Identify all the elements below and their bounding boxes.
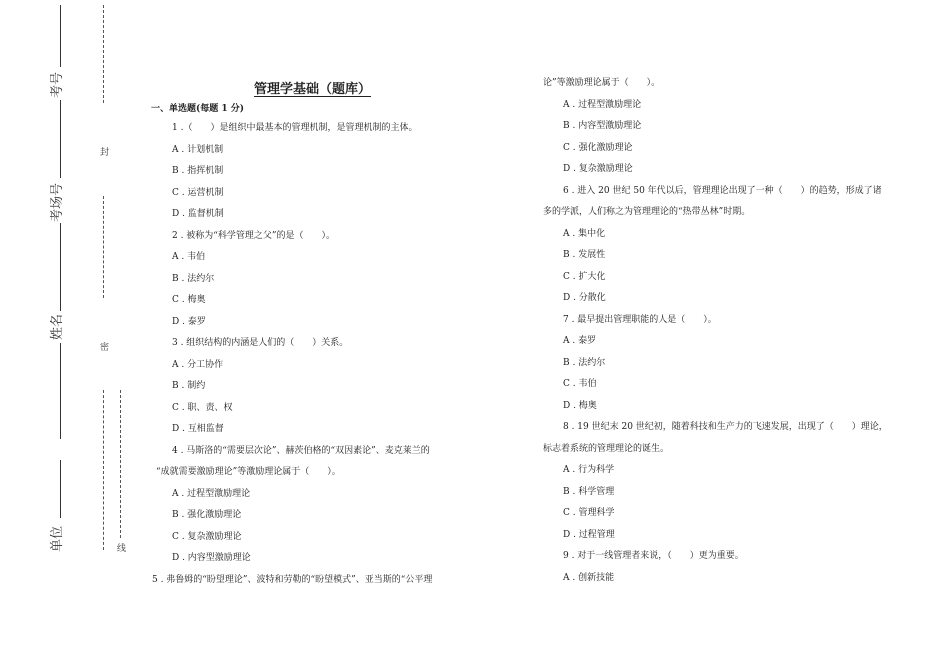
seal-char-feng: 封: [100, 148, 110, 158]
question-text: 3 . 组织结构的内涵是人们的（ ）关系。: [172, 338, 349, 348]
question-text: 7 . 最早提出管理职能的人是（ ）。: [563, 314, 717, 325]
exam-no-line: [60, 5, 61, 67]
unit-line-upper: [60, 343, 61, 439]
answer-option: D . 互相监督: [172, 424, 224, 434]
answer-option: B . 法约尔: [563, 357, 606, 368]
question-text: 2 . 被称为“科学管理之父”的是（ ）。: [172, 230, 336, 241]
question-text: 9 . 对于一线管理者来说，（ ）更为重要。: [563, 551, 744, 561]
answer-option: A . 分工协作: [172, 359, 224, 370]
section-heading: 一、单选题(每题 1 分): [151, 104, 245, 114]
seal-char-mi: 密: [100, 343, 110, 353]
question-text: 6 . 进入 20 世纪 50 年代以后，管理理论出现了一种（ ）的趋势，形成了诸: [563, 185, 882, 196]
right-question-column: [543, 73, 888, 589]
name-line: [60, 223, 61, 311]
answer-option: D . 复杂激励理论: [563, 164, 633, 174]
answer-option: C . 扩大化: [563, 271, 606, 282]
exam-room-label: 考场号: [50, 182, 65, 222]
exam-no-label: 考号: [50, 71, 65, 98]
answer-option: B . 发展性: [563, 250, 606, 260]
answer-option: A . 计划机制: [172, 144, 224, 155]
seal-dash-4: [120, 390, 121, 538]
answer-option: B . 科学管理: [563, 486, 615, 497]
question-text: 多的学派，人们称之为管理理论的“热带丛林”时期。: [543, 207, 751, 217]
answer-option: B . 强化激励理论: [172, 510, 242, 520]
seal-dash-3: [103, 390, 104, 550]
question-text: 标志着系统的管理理论的诞生。: [543, 443, 670, 454]
answer-option: B . 内容型激励理论: [563, 121, 642, 131]
answer-option: A . 行为科学: [563, 465, 615, 475]
document-title: 管理学基础（题库）: [254, 82, 372, 97]
question-text: “成就需要激励理论”等激励理论属于（ ）。: [156, 467, 341, 477]
answer-option: B . 法约尔: [172, 273, 215, 284]
answer-option: A . 泰罗: [563, 336, 597, 346]
seal-char-xian: 线: [117, 544, 127, 554]
unit-line-lower: [60, 460, 61, 518]
question-text: 5 . 弗鲁姆的“盼望理论”、波特和劳勒的“盼望模式”、亚当斯的“公平理: [152, 574, 433, 585]
unit-label: 单位: [50, 525, 65, 552]
answer-option: D . 监督机制: [172, 209, 224, 219]
question-text: 4 . 马斯洛的“需要层次论”、赫茨伯格的“双因素论”、麦克莱兰的: [172, 445, 430, 456]
answer-option: D . 梅奥: [563, 400, 597, 411]
answer-option: A . 创新技能: [563, 572, 615, 583]
name-label: 姓名: [50, 313, 65, 340]
answer-option: C . 韦伯: [563, 379, 597, 389]
answer-option: C . 管理科学: [563, 508, 615, 518]
answer-option: A . 过程型激励理论: [563, 99, 642, 110]
answer-option: C . 运营机制: [172, 187, 224, 198]
question-text: 8 . 19 世纪末 20 世纪初，随着科技和生产力的飞速发展，出现了（ ）理论，: [563, 422, 888, 432]
answer-option: A . 韦伯: [172, 252, 206, 262]
answer-option: B . 制约: [172, 381, 206, 391]
question-text: 1 .（ ）是组织中最基本的管理机制，是管理机制的主体。: [172, 123, 418, 133]
question-text: 论”等激励理论属于（ ）。: [543, 78, 661, 88]
answer-option: B . 指挥机制: [172, 166, 224, 176]
answer-option: D . 分散化: [563, 293, 606, 303]
seal-dash-2: [103, 196, 104, 298]
answer-option: C . 梅奥: [172, 295, 206, 305]
exam-room-line: [60, 100, 61, 178]
answer-option: D . 过程管理: [563, 529, 615, 540]
answer-option: C . 职、责、权: [172, 402, 233, 413]
answer-option: A . 集中化: [563, 228, 606, 239]
answer-option: D . 内容型激励理论: [172, 553, 251, 563]
left-question-column: [152, 118, 432, 591]
answer-option: A . 过程型激励理论: [172, 488, 251, 499]
answer-option: C . 强化激励理论: [563, 142, 633, 153]
seal-dash-1: [103, 5, 104, 103]
answer-option: C . 复杂激励理论: [172, 531, 242, 542]
answer-option: D . 泰罗: [172, 316, 206, 327]
